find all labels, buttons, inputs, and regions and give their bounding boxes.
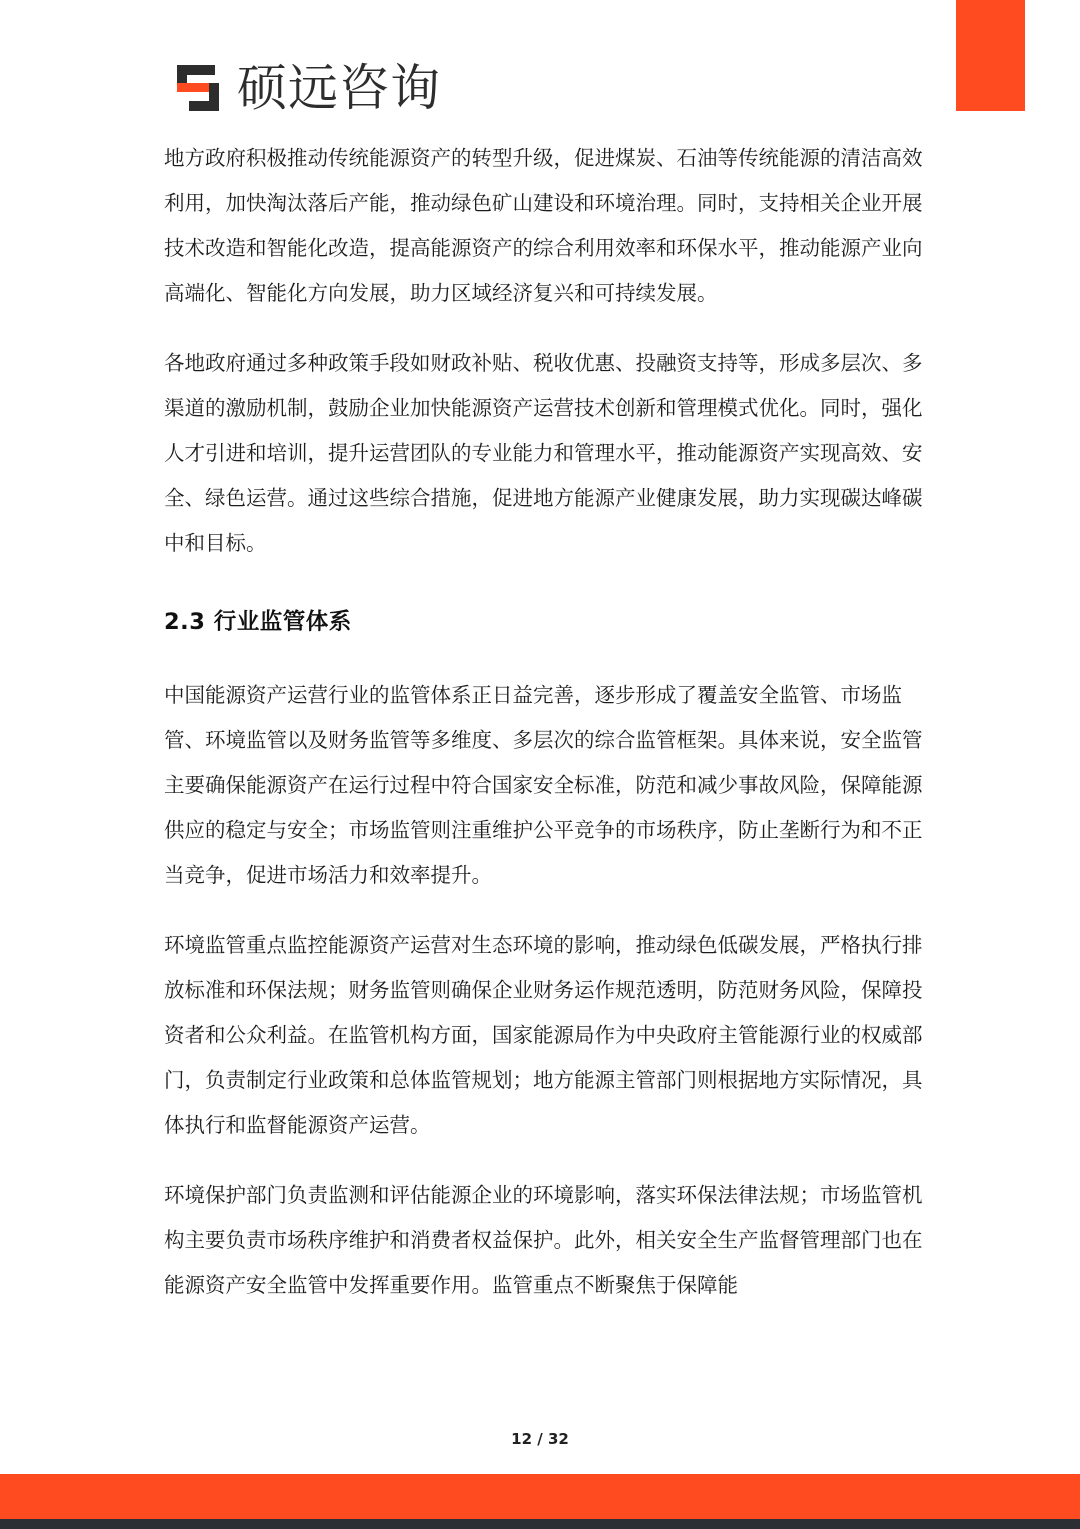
document-body (164, 136, 924, 1308)
paragraph-2: 各地政府通过多种政策手段如财政补贴、税收优惠、投融资支持等，形成多层次、多渠道的激励机制，鼓励企业加快能源资产运营技术创新和管理模式优化。同时，强化人才引进和培训，提升运营团队的专业能力和管理水平，推动能源资产实现高效、安全、绿色运营。通过这些综合措施，促进地方能源产业健康发展，助力实现碳达峰碳中和目标。 (164, 351, 923, 555)
paragraph-4: 环境监管重点监控能源资产运营对生态环境的影响，推动绿色低碳发展，严格执行排放标准和环保法规；财务监管则确保企业财务运作规范透明，防范财务风险，保障投资者和公众利益。在监管机构方面，国家能源局作为中央政府主管能源行业的权威部门，负责制定行业政策和总体监管规划；地方能源主管部门则根据地方实际情况，具体执行和监督能源资产运营。 (164, 933, 923, 1137)
paragraph-3: 中国能源资产运营行业的监管体系正日益完善，逐步形成了覆盖安全监管、市场监管、环境监管以及财务监管等多维度、多层次的综合监管框架。具体来说，安全监管主要确保能源资产在运行过程中符合国家安全标准，防范和减少事故风险，保障能源供应的稳定与安全；市场监管则注重维护公平竞争的市场秩序，防止垄断行为和不正当竞争，促进市场活力和效率提升。 (164, 683, 923, 887)
brand-header (175, 58, 441, 118)
section-heading: 2.3 行业监管体系 (164, 609, 352, 635)
footer-accent-bar (0, 1474, 1080, 1519)
brand-logo-icon (175, 63, 231, 113)
paragraph-1: 地方政府积极推动传统能源资产的转型升级，促进煤炭、石油等传统能源的清洁高效利用，加快淘汰落后产能，推动绿色矿山建设和环境治理。同时，支持相关企业开展技术改造和智能化改造，提高能源资产的综合利用效率和环保水平，推动能源产业向高端化、智能化方向发展，助力区域经济复兴和可持续发展。 (164, 146, 923, 305)
paragraph-5: 环境保护部门负责监测和评估能源企业的环境影响，落实环保法律法规；市场监管机构主要负责市场秩序维护和消费者权益保护。此外，相关安全生产监督管理部门也在能源资产安全监管中发挥重要作用。监管重点不断聚焦于保障能 (164, 1183, 923, 1297)
footer-dark-strip (0, 1519, 1080, 1529)
corner-accent-tab (956, 0, 1025, 111)
page-number: 12 / 32 (511, 1430, 569, 1448)
brand-name: 硕远咨询 (237, 59, 441, 117)
